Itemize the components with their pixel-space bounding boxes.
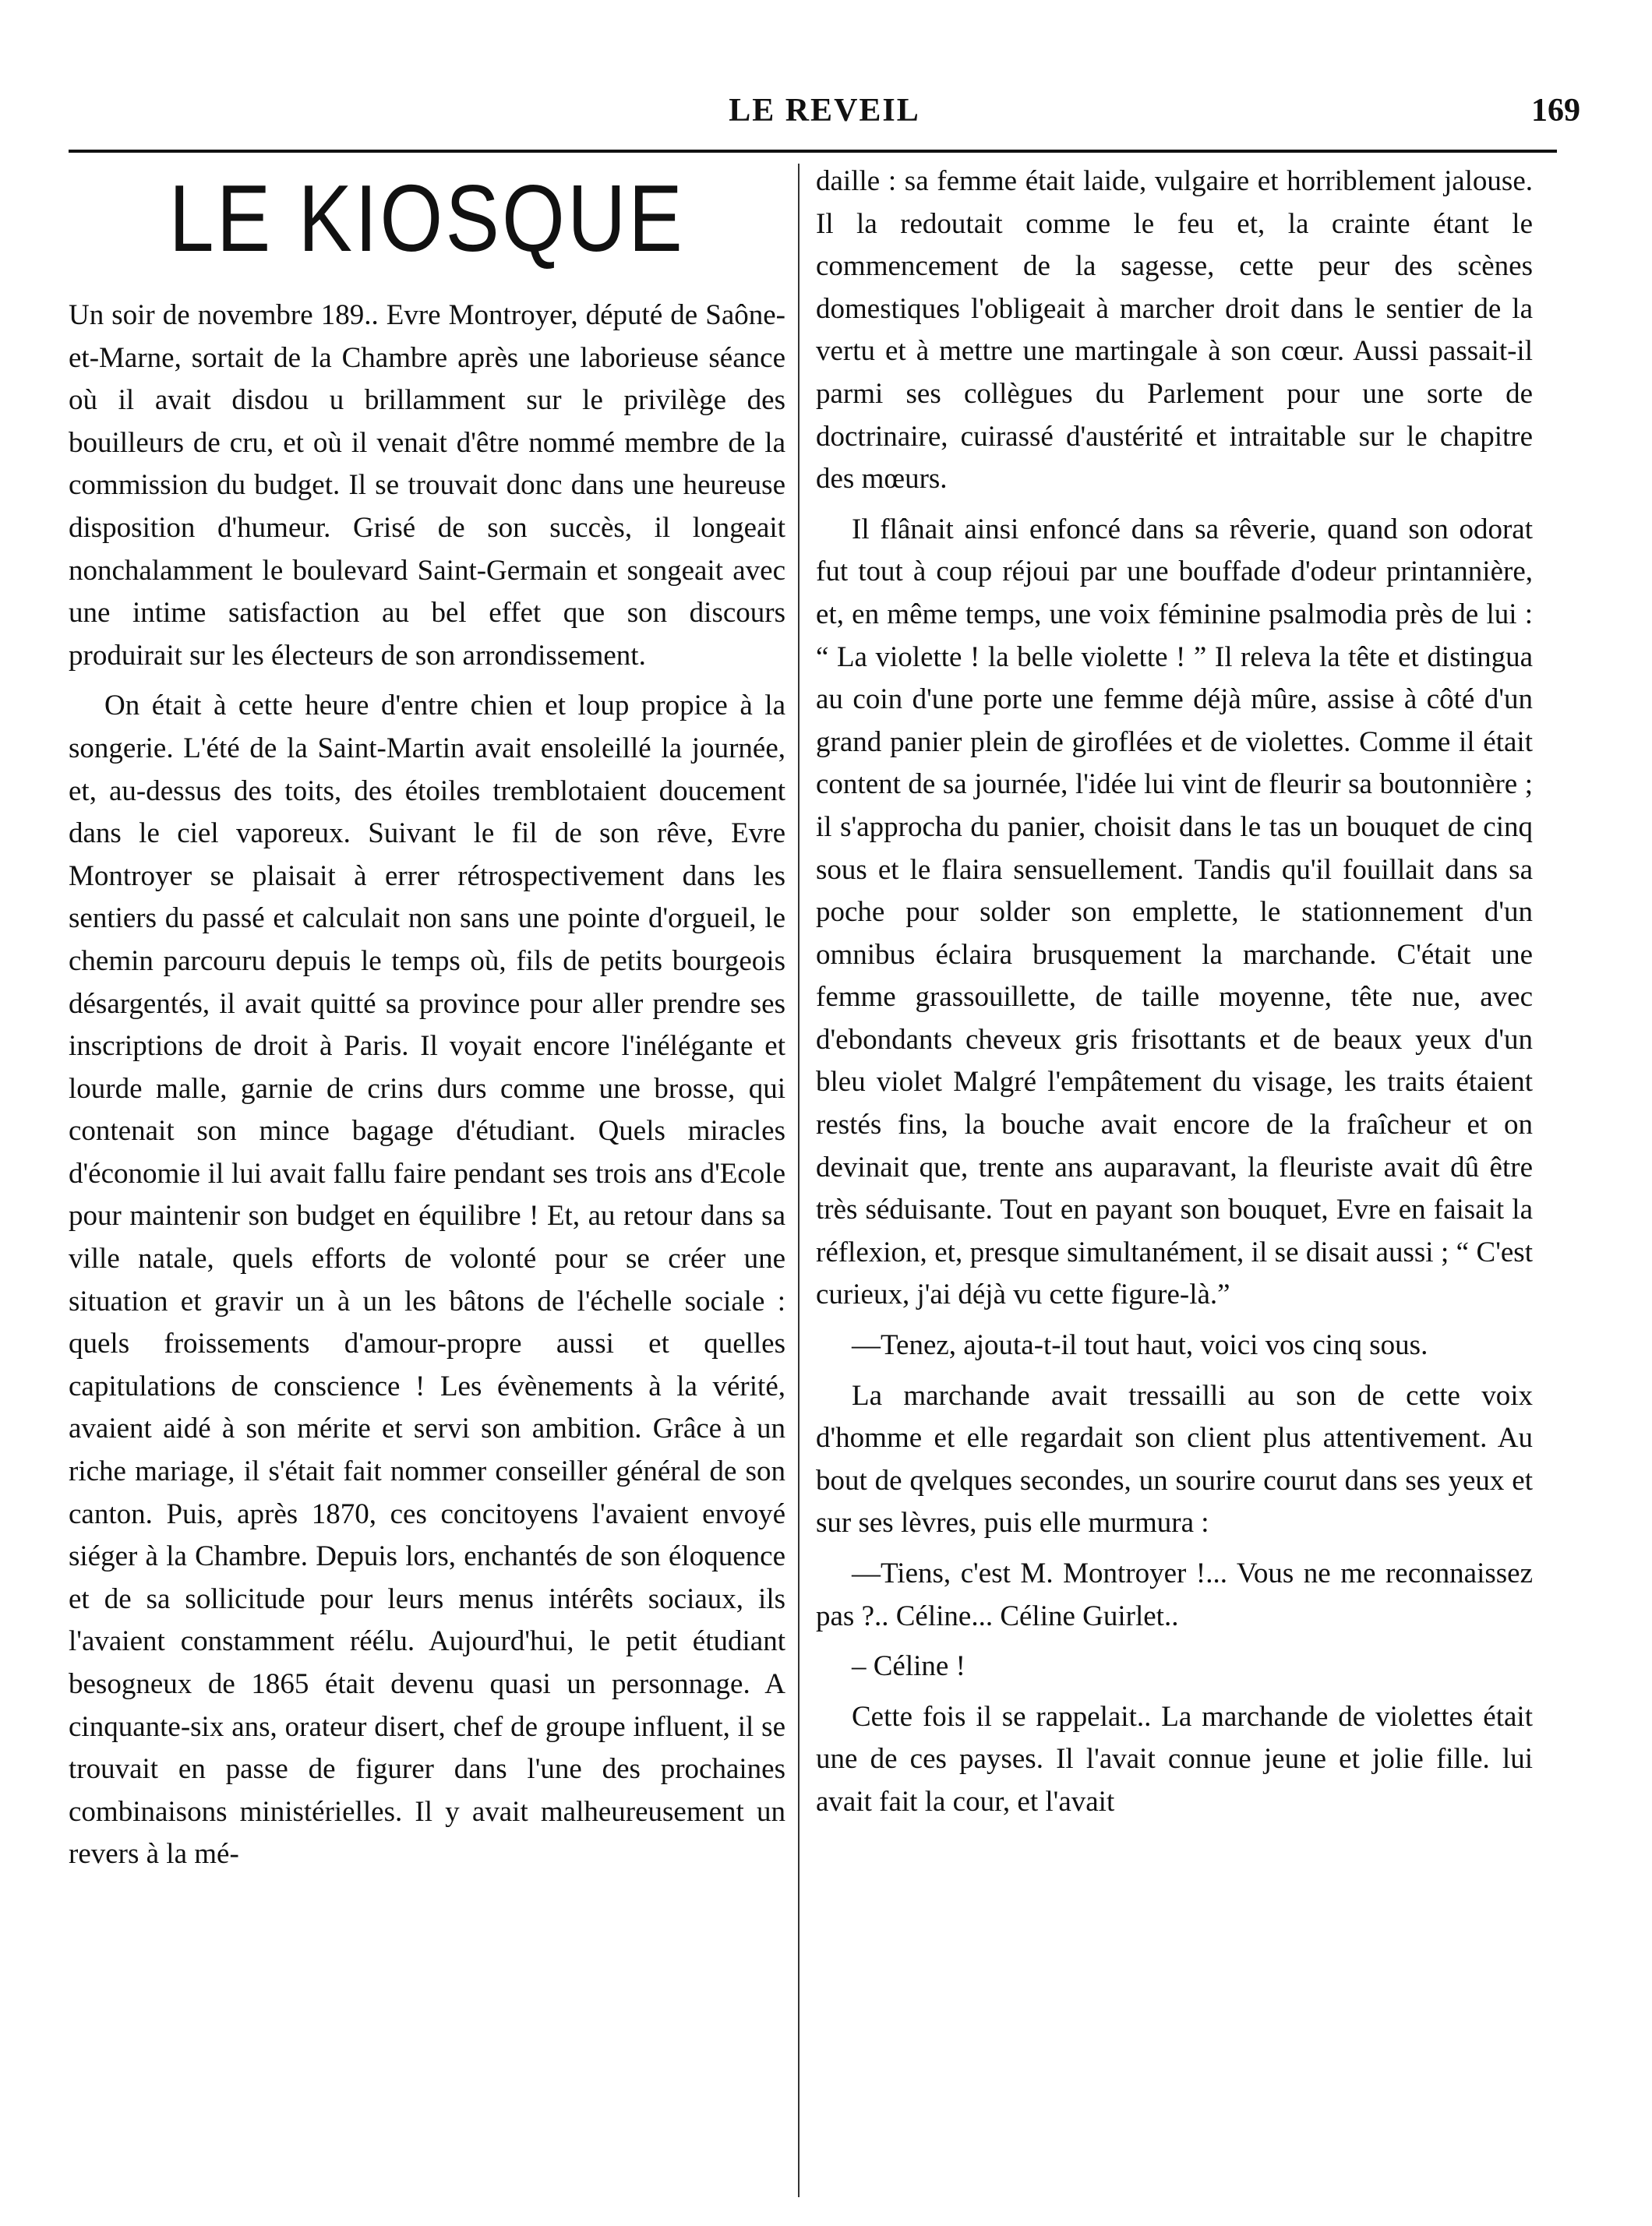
column-divider	[798, 164, 800, 2197]
page-number: 169	[1531, 93, 1580, 129]
header-rule	[69, 150, 1557, 153]
paragraph: On était à cette heure d'entre chien et loup propice à la songerie. L'été de la Saint-Martin avait ensoleillé la journée, et, au-dessus des toits, des étoiles tremblotaient doucement dans le ciel vaporeux. Suivant le fil de son rêve, Evre Montroyer se plaisait à errer rétrospectivement dans les sentiers du passé et calculait non sans une pointe d'orgueil, le chemin parcouru depuis le temps où, fils de petits bourgeois désargentés, il avait quitté sa province pour aller prendre ses inscriptions de droit à Paris. Il voyait encore l'inélégante et lourde malle, garnie de crins durs comme une brosse, qui contenait son mince bagage d'étudiant. Quels miracles d'économie il lui avait fallu faire pendant ses trois ans d'Ecole pour maintenir son budget en équilibre ! Et, au retour dans sa ville natale, quels efforts de volonté pour se créer une situation et gravir un à un les bâtons de l'échelle sociale : quels froissements d'amour-propre aussi et quelles capitulations de conscience ! Les évènements à la vérité, avaient aidé à son mérite et servi son ambition. Grâce à un riche mariage, il s'était fait nommer conseiller général de son canton. Puis, après 1870, ces concitoyens l'avaient envoyé siéger à la Chambre. Depuis lors, enchantés de son éloquence et de sa sollicitude pour leurs menus intérêts sociaux, ils l'avaient constamment réélu. Aujourd'hui, le petit étudiant besogneux de 1865 était devenu quasi un personnage. A cinquante-six ans, orateur disert, chef de groupe influent, il se trouvait en passe de figurer dans l'une des prochaines combinaisons ministérielles. Il y avait malheureusement un revers à la mé-	[69, 690, 785, 1871]
paragraph: Un soir de novembre 189.. Evre Montroyer, député de Saône-et-Marne, sortait de la Chambre après une laborieuse séance où il avait disdou u brillamment sur le privilège des bouilleurs de cru, et où il venait d'être nommé membre de la commission du budget. Il se trouvait donc dans une heureuse disposition d'humeur. Grisé de son succès, il longeait nonchalamment le boulevard Saint-Germain et songeait avec une intime satisfaction au bel effet que son discours produirait sur les électeurs de son arrondissement.	[69, 299, 785, 672]
dialogue-line: —Tenez, ajouta-t-il tout haut, voici vos cinq sous.	[852, 1329, 1428, 1362]
paragraph: Cette fois il se rappelait.. La marchande de violettes était une de ces payses. Il l'avait connue jeune et jolie fille. lui avait fait la cour, et l'avait	[816, 1700, 1533, 1818]
dialogue-line: —Tiens, c'est M. Montroyer !... Vous ne me reconnaissez pas ?.. Céline... Céline Guirlet..	[816, 1557, 1533, 1632]
paragraph: La marchande avait tressailli au son de cette voix d'homme et elle regardait son client plus attentivement. Au bout de qvelques secondes, un sourire courut dans ses yeux et sur ses lèvres, puis elle murmura :	[816, 1379, 1533, 1540]
right-column	[816, 161, 1533, 2202]
paragraph: daille : sa femme était laide, vulgaire et horriblement jalouse. Il la redoutait comme le feu et, la crainte étant le commencement de la sagesse, cette peur des scènes domestiques l'obligeait à marcher droit dans le sentier de la vertu et à mettre une martingale à son cœur. Aussi passait-il parmi ses collègues du Parlement pour une sorte de doctrinaire, cuirassé d'austérité et intraitable sur le chapitre des mœurs.	[816, 165, 1533, 496]
dialogue-line: – Céline !	[852, 1650, 965, 1683]
left-column	[69, 161, 785, 2202]
article-title: LE KIOSQUE	[168, 165, 686, 271]
paragraph: Il flânait ainsi enfoncé dans sa rêverie, quand son odorat fut tout à coup réjoui par une bouffade d'odeur printannière, et, en même temps, une voix féminine psalmodia près de lui : “ La violette ! la belle violette ! ” Il releva la tête et distingua au coin d'une porte une femme déjà mûre, assise à côté d'un grand panier plein de giroflées et de violettes. Comme il était content de sa journée, l'idée lui vint de fleurir sa boutonnière ; il s'approcha du panier, choisit dans le tas un bouquet de cinq sous et le flaira sensuellement. Tandis qu'il fouillait dans sa poche pour solder son emplette, le stationnement d'un omnibus éclaira brusquement la marchande. C'était une femme grassouillette, de taille moyenne, tête nue, avec d'ebondants cheveux gris frisottants et de beaux yeux d'un bleu violet Malgré l'empâtement du visage, les traits étaient restés fins, la bouche avait encore de la fraîcheur et on devinait que, trente ans auparavant, la fleuriste avait dû être très séduisante. Tout en payant son bouquet, Evre en faisait la réflexion, et, presque simultanément, il se disait aussi ; “ C'est curieux, j'ai déjà vu cette figure-là.”	[816, 513, 1533, 1311]
running-title: LE REVEIL	[729, 93, 920, 129]
running-head	[69, 92, 1580, 142]
